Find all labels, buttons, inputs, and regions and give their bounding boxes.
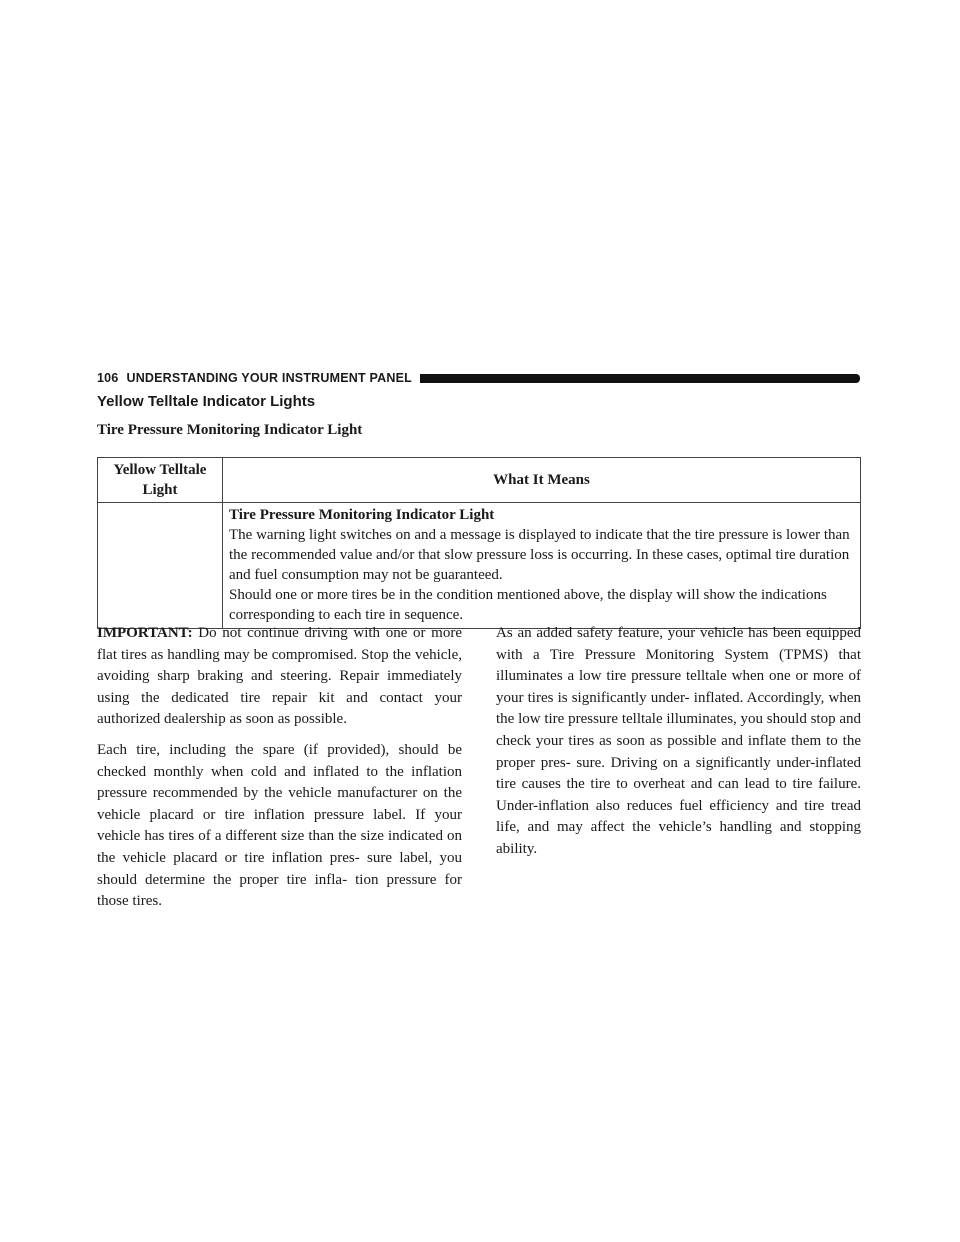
row-description-continued: Should one or more tires be in the condition mentioned above, the display will show the indications corresponding to each tire in sequence. bbox=[229, 587, 827, 623]
important-text: Do not continue driving with one or more flat tires as handling may be compromised. Stop the vehicle, avoiding sharp braking and steering. Repair immediately using the dedicated tire repair kit and contact your authorized dealership as soon as possible. bbox=[97, 625, 463, 728]
header-rule bbox=[420, 374, 860, 383]
important-label: IMPORTANT: bbox=[97, 625, 193, 641]
telltale-table bbox=[97, 457, 861, 629]
important-paragraph bbox=[97, 623, 462, 731]
table-header-row bbox=[98, 458, 861, 503]
telltale-icon-cell bbox=[98, 503, 223, 629]
row-description: The warning light switches on and a message is displayed to indicate that the tire pressure is lower than the recommended value and/or that slow pressure loss is occurring. In these cases, optimal tire duration and fuel consumption may not be guaranteed. bbox=[229, 527, 850, 583]
table-row bbox=[98, 503, 861, 629]
row-title: Tire Pressure Monitoring Indicator Light bbox=[229, 507, 495, 523]
sub-title: Tire Pressure Monitoring Indicator Light bbox=[97, 422, 363, 438]
meaning-cell bbox=[223, 503, 861, 629]
header-telltale-light: Yellow Telltale Light bbox=[98, 458, 223, 503]
page-header bbox=[97, 369, 860, 387]
right-column bbox=[496, 623, 861, 870]
left-column bbox=[97, 623, 462, 922]
section-title: Yellow Telltale Indicator Lights bbox=[97, 393, 316, 410]
page-number: 106 bbox=[97, 371, 119, 385]
section-header: UNDERSTANDING YOUR INSTRUMENT PANEL bbox=[126, 371, 412, 385]
tpms-paragraph: As an added safety feature, your vehicle has been equipped with a Tire Pressure Monitoring System (TPMS) that illuminates a low tire pressure telltale when one or more of your tires is significantly under- inflated. Accordingly, when the low tire pressure telltale illuminates, you should stop and check your tires as soon as possible and inflate them to the proper pres- sure. Driving on a significantly under-inflated tire causes the tire to overheat and can lead to tire failure. Under-inflation also reduces fuel efficiency and tire tread life, and may affect the vehicle’s handling and stopping ability. bbox=[496, 625, 861, 857]
header-what-it-means: What It Means bbox=[223, 458, 861, 503]
tire-check-paragraph: Each tire, including the spare (if provided), should be checked monthly when cold and inflated to the inflation pressure recommended by the vehicle manufacturer on the vehicle placard or tire inflation pressure label. If your vehicle has tires of a different size than the size indicated on the vehicle placard or tire inflation pres- sure label, you should determine the proper tire infla- tion pressure for those tires. bbox=[97, 741, 462, 910]
